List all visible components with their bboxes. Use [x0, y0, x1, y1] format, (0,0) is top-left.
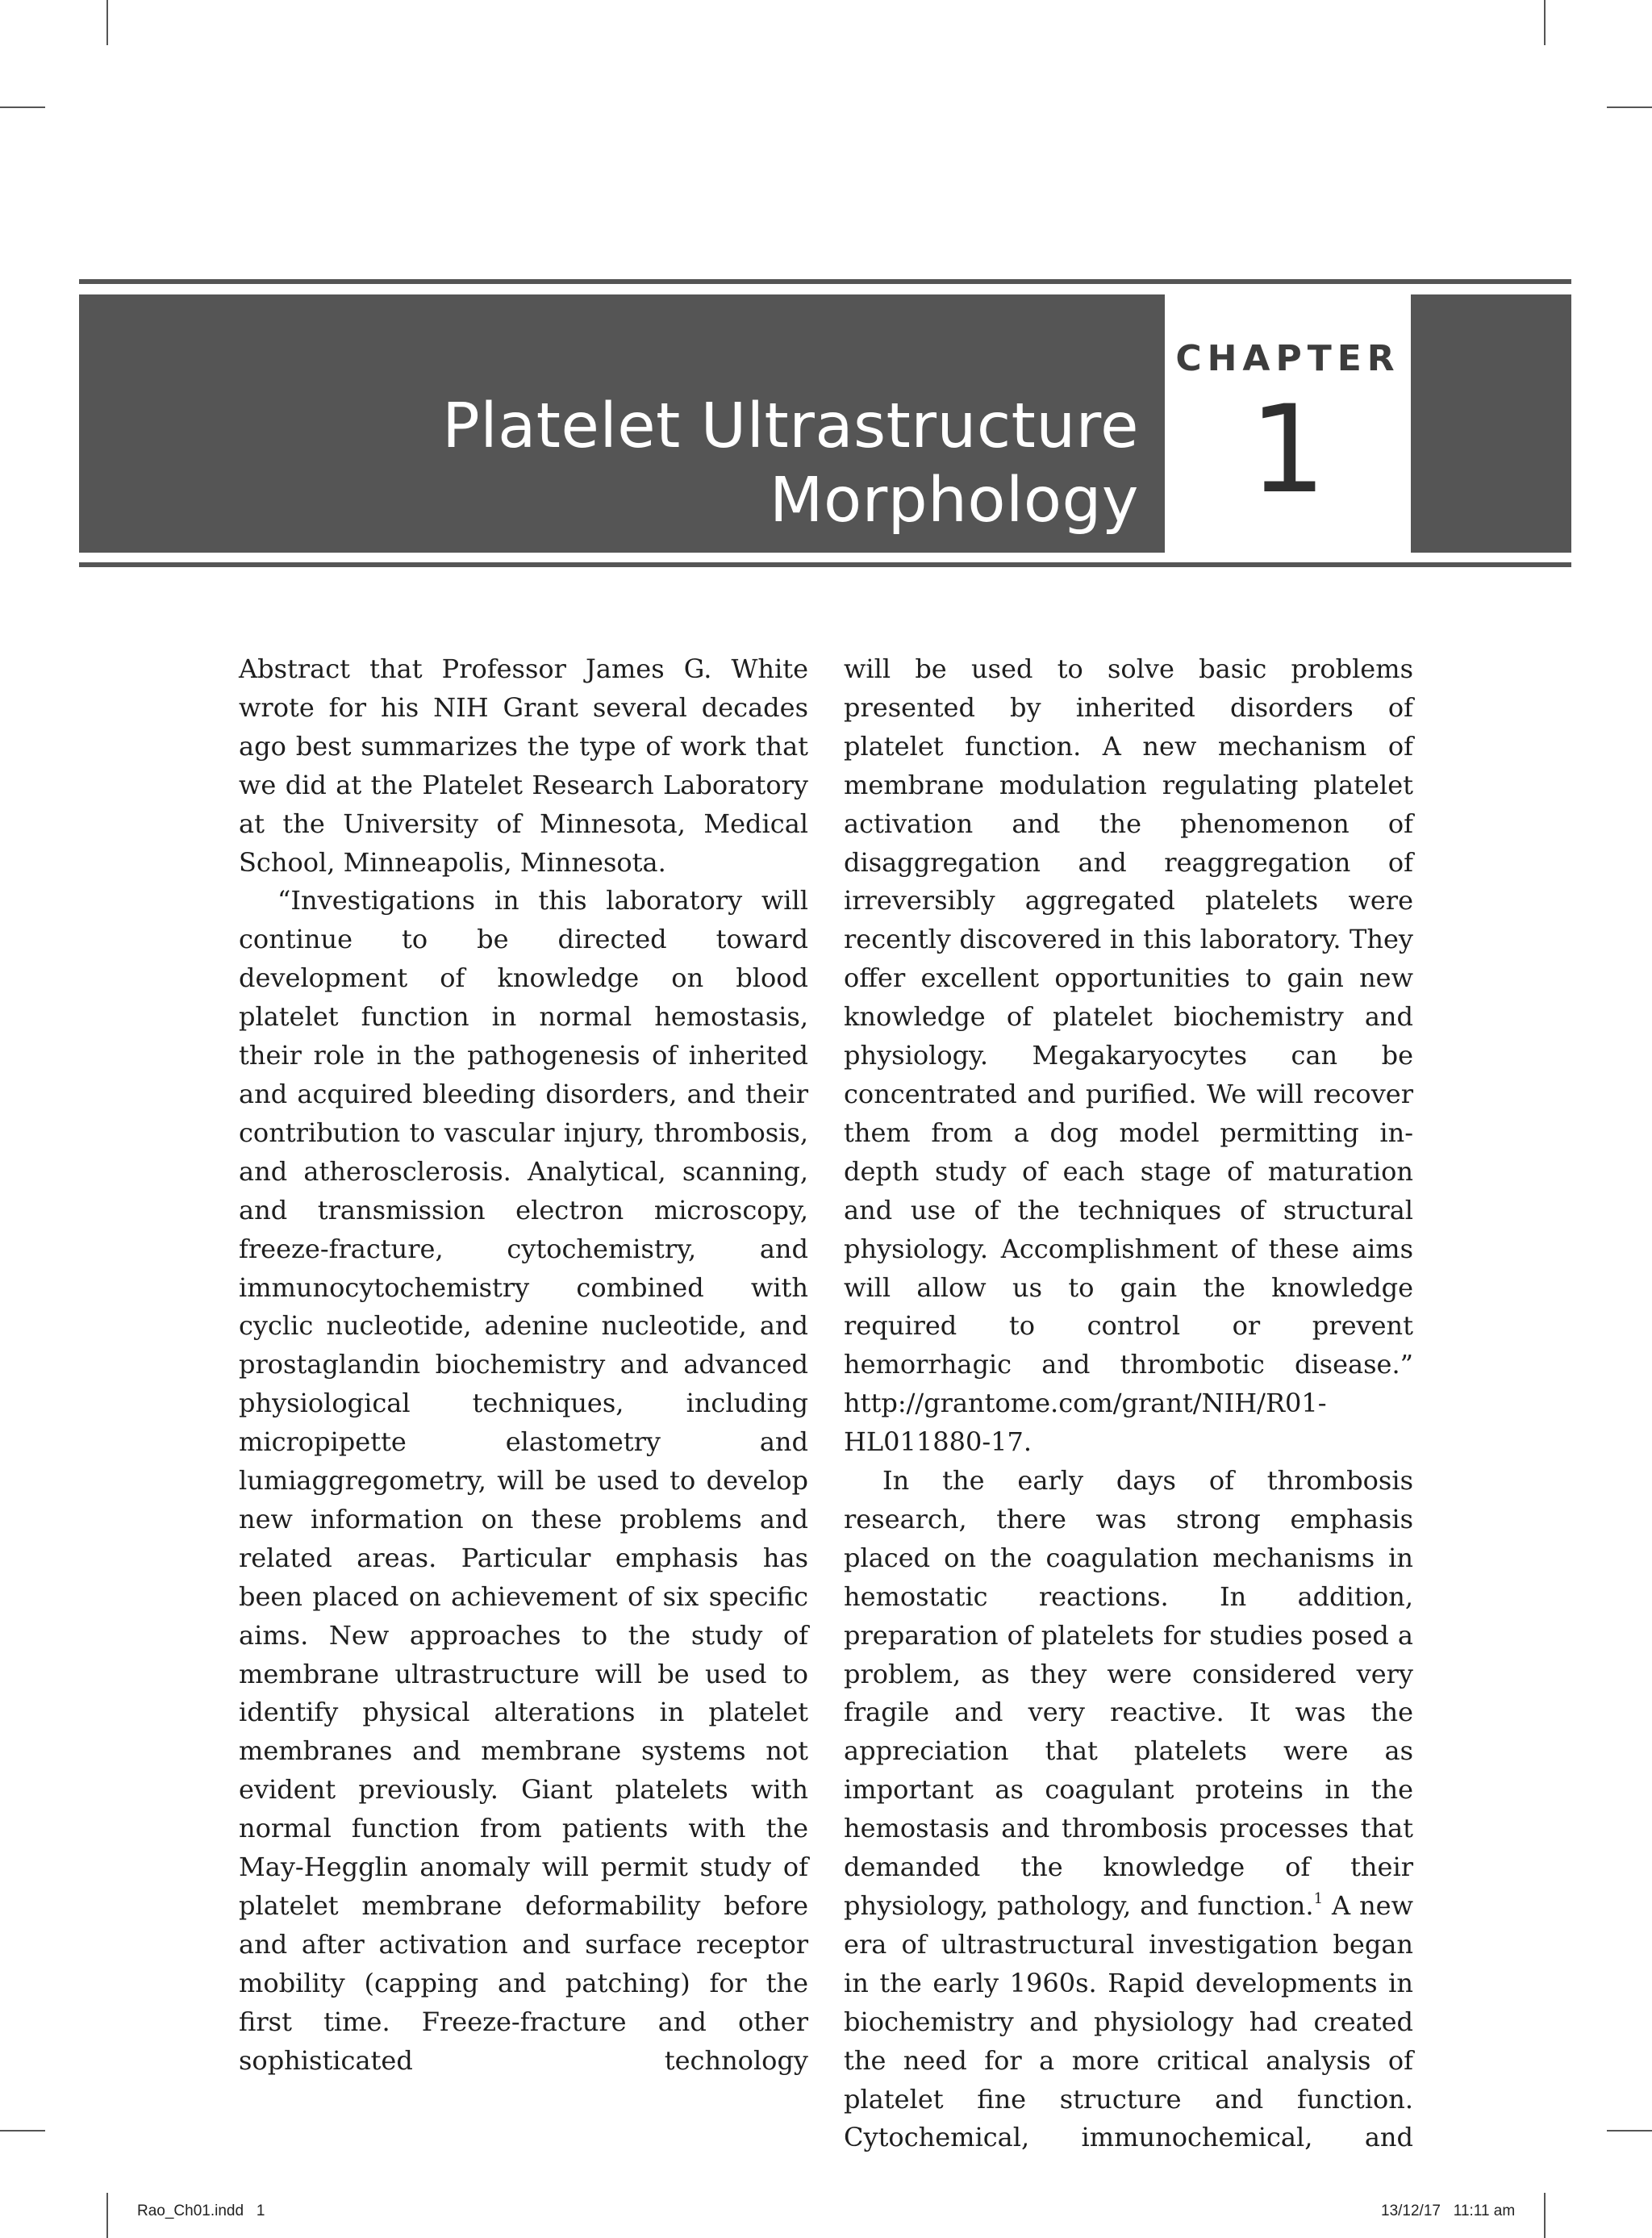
- paragraph-text-part: In the early days of thrombosis research, there was strong emphasis placed on the coagulation mechanisms in hemostatic reactions. In addition, preparation of platelets for studies posed a problem, as they were considered very fragile and very reactive. It was the appreciation that platelets were as important as coagulant proteins in the hemostasis and thrombosis processes that demanded the knowledge of their physiology, pathology, and function.: [844, 1465, 1413, 1921]
- crop-mark: [106, 2193, 108, 2238]
- header-top-rule: [79, 279, 1571, 284]
- right-text-column: [844, 650, 1413, 2157]
- slug-file-info: Rao_Ch01.indd 1: [137, 2203, 265, 2219]
- grant-quote-continued-paragraph: will be used to solve basic problems presented by inherited disorders of platelet function. A new mechanism of membrane modulation regulating platelet activation and the phenomenon of disaggregation and reaggregation of irreversibly aggregated platelets were recently discovered in this laboratory. They offer excellent opportunities to gain new knowledge of platelet biochemistry and physiology. Megakaryocytes can be concentrated and purified. We will recover them from a dog model permitting in-depth study of each stage of maturation and use of the techniques of structural physiology. Accomplishment of these aims will allow us to gain the knowledge required to control or prevent hemorrhagic and thrombotic disease.” http://grantome.com/grant/NIH/R01-HL011880-17.: [844, 653, 1413, 1458]
- chapter-title-band: [79, 294, 1165, 553]
- grant-quote-paragraph: “Investigations in this laboratory will continue to be directed toward development of knowledge on blood platelet function in normal hemostasis, their role in the pathogenesis of inherited and acquired bleeding disorders, and their contribution to vascular injury, thrombosis, and atherosclerosis. Analytical, scanning, and transmission electron microscopy, freeze-fracture, cytochemistry, and immunocytochemistry combined with cyclic nucleotide, adenine nucleotide, and prostaglandin biochemistry and advanced physiological techniques, including micropipette elastometry and lumiaggregometry, will be used to develop new information on these problems and related areas. Particular emphasis has been placed on achievement of six specific aims. New approaches to the study of membrane ultrastructure will be used to identify physical alterations in platelet membranes and membrane systems not evident previously. Giant platelets with normal function from patients with the May-Hegglin anomaly will permit study of platelet membrane deformability before and after activation and surface receptor mobility (capping and patching) for the first time. Freeze-fracture and other sophisticated technology: [239, 885, 808, 2076]
- paragraph-text-part: A new era of ultrastructural investigation began in the early 1960s. Rapid developments in biochemistry and physiology had created the need for a more critical analysis of platelet fine structure and function. Cytochemical, immunochemical, and: [844, 1890, 1413, 2153]
- left-text-column: [239, 650, 808, 2081]
- reference-marker: 1: [1313, 1890, 1324, 1908]
- chapter-number: 1: [1249, 380, 1327, 520]
- crop-mark: [1544, 0, 1546, 45]
- header-side-block: [1411, 294, 1571, 553]
- chapter-title-line-2: Morphology: [770, 465, 1139, 537]
- crop-mark: [106, 0, 108, 45]
- chapter-title-line-1: Platelet Ultrastructure: [442, 390, 1139, 462]
- slug-timestamp: 13/12/17 11:11 am: [1381, 2203, 1516, 2219]
- early-thrombosis-research-paragraph: [844, 1462, 1413, 2157]
- crop-mark: [0, 106, 45, 108]
- crop-mark: [1607, 2130, 1652, 2132]
- chapter-label: CHAPTER: [1175, 338, 1400, 379]
- chapter-number-box: [1165, 294, 1411, 553]
- crop-mark: [1607, 106, 1652, 108]
- crop-mark: [0, 2130, 45, 2132]
- header-bottom-rule: [79, 562, 1571, 567]
- crop-mark: [1544, 2193, 1546, 2238]
- abstract-intro-paragraph: Abstract that Professor James G. White wrote for his NIH Grant several decades ago best summarizes the type of work that we did at the Platelet Research Laboratory at the University of Minnesota, Medical School, Minneapolis, Minnesota.: [239, 653, 808, 878]
